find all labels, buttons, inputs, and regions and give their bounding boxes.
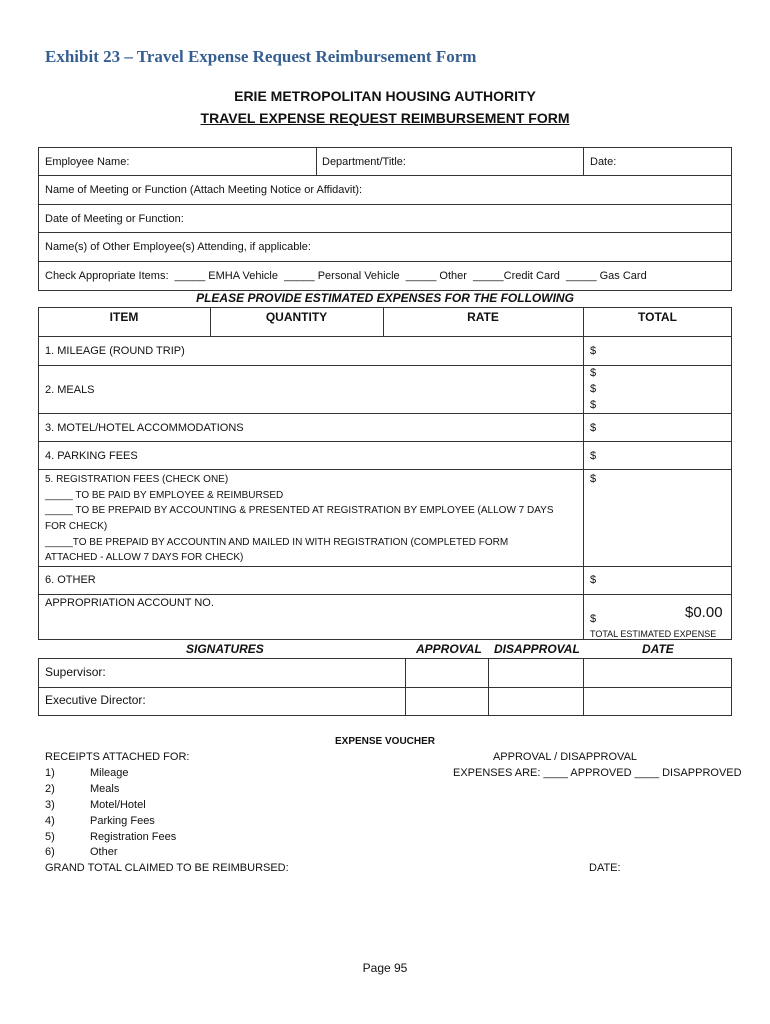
other-employees-field[interactable]: Name(s) of Other Employee(s) Attending, if applicable:: [45, 241, 311, 253]
receipt-num: 5): [45, 831, 55, 843]
receipt-item: Registration Fees: [90, 831, 177, 843]
col-total: TOTAL: [638, 310, 677, 324]
parking-total[interactable]: $: [590, 450, 597, 462]
registration-option-mailed-cont: ATTACHED - ALLOW 7 DAYS FOR CHECK): [45, 552, 244, 563]
date-heading: DATE: [642, 642, 674, 656]
expenses-approval-field[interactable]: EXPENSES ARE: ____ APPROVED ____ DISAPPROVED: [453, 767, 742, 779]
executive-director-signature-field[interactable]: Executive Director:: [45, 693, 146, 707]
registration-option-employee[interactable]: _____ TO BE PAID BY EMPLOYEE & REIMBURSED: [45, 490, 284, 501]
exhibit-title: Exhibit 23 – Travel Expense Request Reimbursement Form: [45, 47, 477, 66]
registration-row: 5. REGISTRATION FEES (CHECK ONE): [45, 474, 229, 485]
meals-total-1[interactable]: $: [590, 367, 597, 379]
employee-name-field[interactable]: Employee Name:: [45, 156, 130, 168]
receipts-label: RECEIPTS ATTACHED FOR:: [45, 751, 190, 763]
expenses-heading: PLEASE PROVIDE ESTIMATED EXPENSES FOR THE FOLLOWING: [196, 291, 574, 305]
check-items-field[interactable]: Check Appropriate Items: _____ EMHA Vehicle _____ Personal Vehicle _____ Other _____Credit Card _____ Gas Card: [45, 270, 647, 282]
date-field[interactable]: Date:: [590, 156, 617, 168]
meals-total-2[interactable]: $: [590, 383, 597, 395]
other-row: 6. OTHER: [45, 574, 96, 586]
grand-total-field[interactable]: GRAND TOTAL CLAIMED TO BE REIMBURSED:: [45, 862, 289, 874]
mileage-row: 1. MILEAGE (ROUND TRIP): [45, 345, 185, 357]
receipt-item: Parking Fees: [90, 815, 155, 827]
signatures-heading: SIGNATURES: [186, 642, 264, 656]
supervisor-signature-field[interactable]: Supervisor:: [45, 665, 106, 679]
meeting-date-field[interactable]: Date of Meeting or Function:: [45, 213, 184, 225]
receipt-item: Motel/Hotel: [90, 799, 146, 811]
meeting-name-field[interactable]: Name of Meeting or Function (Attach Meeting Notice or Affidavit):: [45, 184, 363, 196]
registration-total[interactable]: $: [590, 473, 597, 485]
meals-row: 2. MEALS: [45, 384, 95, 396]
total-estimated-value: $0.00: [685, 604, 723, 621]
motel-total[interactable]: $: [590, 422, 597, 434]
receipt-num: 2): [45, 783, 55, 795]
total-dollar-sign: $: [590, 613, 597, 625]
col-item: ITEM: [109, 310, 139, 324]
disapproval-heading: DISAPPROVAL: [494, 642, 580, 656]
total-estimated-label: TOTAL ESTIMATED EXPENSE: [590, 629, 717, 639]
col-quantity: QUANTITY: [265, 310, 328, 324]
receipt-item: Other: [90, 846, 118, 858]
voucher-title: EXPENSE VOUCHER: [334, 736, 436, 747]
receipt-item: Mileage: [90, 767, 129, 779]
meals-total-3[interactable]: $: [590, 399, 597, 411]
mileage-total[interactable]: $: [590, 345, 597, 357]
receipt-num: 3): [45, 799, 55, 811]
parking-row: 4. PARKING FEES: [45, 450, 138, 462]
receipt-num: 4): [45, 815, 55, 827]
approval-disapproval-heading: APPROVAL / DISAPPROVAL: [492, 751, 638, 763]
receipt-item: Meals: [90, 783, 120, 795]
form-title: TRAVEL EXPENSE REQUEST REIMBURSEMENT FORM: [200, 110, 570, 126]
appropriation-account-field[interactable]: APPROPRIATION ACCOUNT NO.: [45, 597, 214, 609]
registration-option-prepaid-cont: FOR CHECK): [45, 521, 108, 532]
voucher-date-field[interactable]: DATE:: [589, 862, 621, 874]
page-number: Page 95: [362, 961, 408, 975]
registration-option-prepaid[interactable]: _____ TO BE PREPAID BY ACCOUNTING & PRESENTED AT REGISTRATION BY EMPLOYEE (ALLOW 7 DAYS: [45, 505, 554, 516]
col-rate: RATE: [467, 310, 499, 324]
motel-row: 3. MOTEL/HOTEL ACCOMMODATIONS: [45, 422, 244, 434]
registration-option-mailed[interactable]: _____TO BE PREPAID BY ACCOUNTIN AND MAILED IN WITH REGISTRATION (COMPLETED FORM: [45, 537, 509, 548]
org-name: ERIE METROPOLITAN HOUSING AUTHORITY: [234, 88, 536, 104]
department-title-field[interactable]: Department/Title:: [322, 156, 406, 168]
receipt-num: 1): [45, 767, 55, 779]
other-total[interactable]: $: [590, 574, 597, 586]
approval-heading: APPROVAL: [416, 642, 482, 656]
receipt-num: 6): [45, 846, 55, 858]
